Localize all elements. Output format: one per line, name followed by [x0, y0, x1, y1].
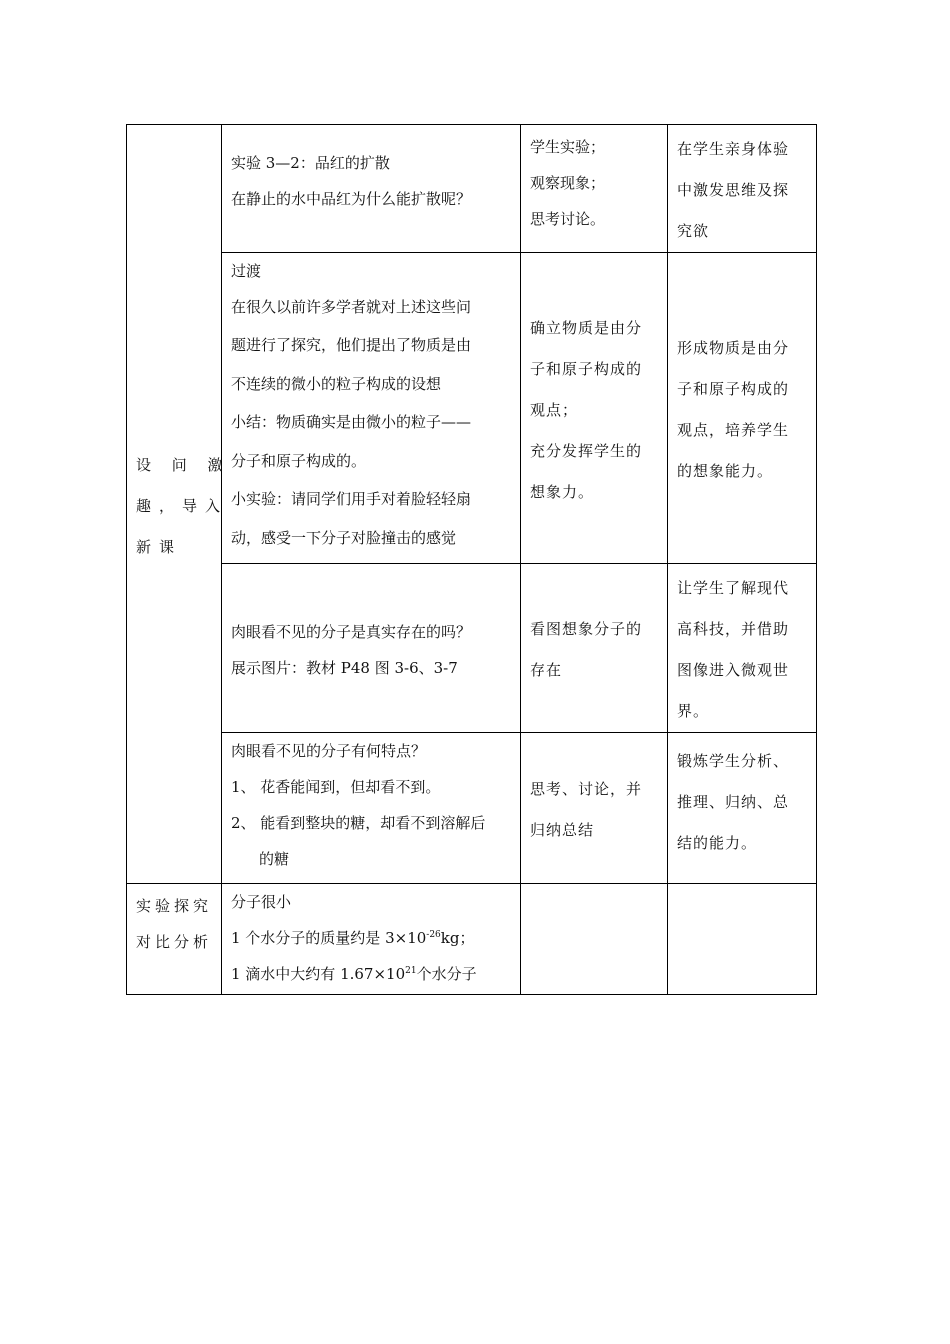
lesson-plan-table	[126, 124, 817, 995]
student-activity-cell: 确立物质是由分 子和原子构成的 观点； 充分发挥学生的 想象力。	[521, 253, 668, 564]
table-row	[127, 253, 817, 564]
teacher-activity-cell: 肉眼看不见的分子有何特点？ 1、 花香能闻到，但却看不到。 2、 能看到整块的糖，却看不到溶解后 的糖	[222, 733, 521, 884]
design-intent-cell: 形成物质是由分 子和原子构成的 观点，培养学生 的想象能力。	[668, 253, 817, 564]
student-activity-cell: 思考、讨论，并 归纳总结	[521, 733, 668, 884]
table-row	[127, 125, 817, 253]
teacher-activity-cell: 过渡 在很久以前许多学者就对上述这些问 题进行了探究，他们提出了物质是由 不连续的微小的粒子构成的设想 小结：物质确实是由微小的粒子—— 分子和原子构成的。 小实验：请同学们用手对着脸轻轻扇 动，感受一下分子对脸撞击的感觉	[222, 253, 521, 564]
design-intent-cell	[668, 884, 817, 995]
teacher-activity-cell: 分子很小 1 个水分子的质量约是 $3\times 10^{-26}kg$； 1 滴水中大约有 $1.67\times 10^{21}$个水分子	[222, 884, 521, 995]
design-intent-cell: 在学生亲身体验 中激发思维及探 究欲	[668, 125, 817, 253]
stage-label: 设 问 激 趣，导入 新课	[136, 455, 231, 556]
design-intent-cell: 让学生了解现代 高科技，并借助 图像进入微观世 界。	[668, 564, 817, 733]
stage-label: 实验探究 对比分析	[136, 897, 213, 951]
student-activity-cell: 学生实验； 观察现象； 思考讨论。	[521, 125, 668, 253]
table-row	[127, 564, 817, 733]
stage-cell	[127, 884, 222, 995]
teacher-activity-cell: 肉眼看不见的分子是真实存在的吗？ 展示图片：教材 P48 图 3-6、3-7	[222, 564, 521, 733]
stage-cell	[127, 125, 231, 884]
student-activity-cell: 看图想象分子的 存在	[521, 564, 668, 733]
student-activity-cell	[521, 884, 668, 995]
teacher-activity-cell: 实验 3—2：品红的扩散 在静止的水中品红为什么能扩散呢？	[222, 125, 521, 253]
table-row	[127, 884, 817, 995]
table-row	[127, 733, 817, 884]
design-intent-cell: 锻炼学生分析、 推理、归纳、总 结的能力。	[668, 733, 817, 884]
